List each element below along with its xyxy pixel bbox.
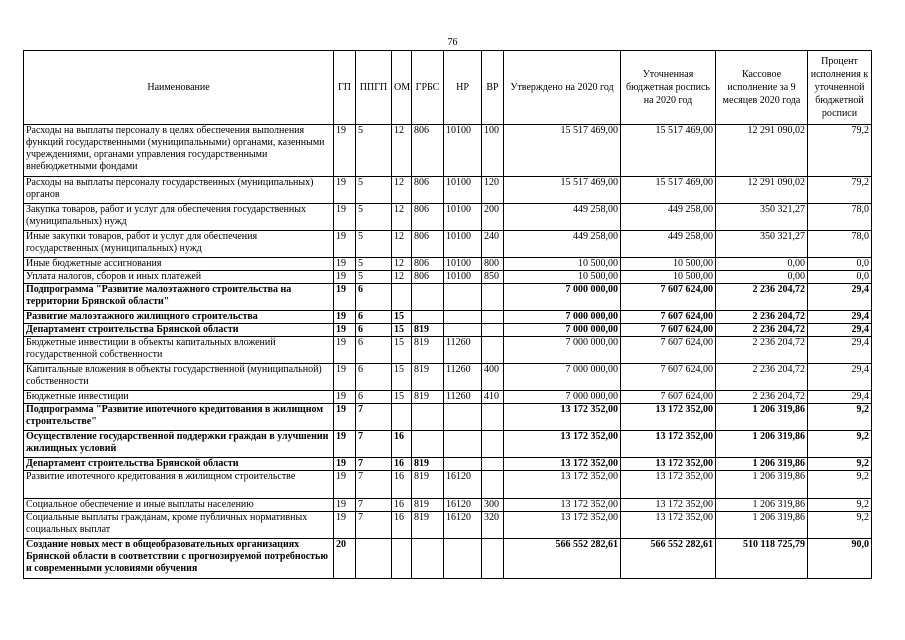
cell-grbs: 806 xyxy=(412,177,444,204)
table-row xyxy=(24,204,872,231)
cell-approved: 10 500,00 xyxy=(504,258,621,271)
cell-refined: 13 172 352,00 xyxy=(621,499,716,512)
cell-om: 15 xyxy=(392,391,412,404)
cell-cash: 2 236 204,72 xyxy=(716,311,808,324)
cell-vr xyxy=(482,404,504,431)
cell-cash: 2 236 204,72 xyxy=(716,337,808,364)
cell-vr: 320 xyxy=(482,512,504,539)
cell-refined: 13 172 352,00 xyxy=(621,404,716,431)
cell-nr: 10100 xyxy=(444,177,482,204)
cell-refined: 566 552 282,61 xyxy=(621,539,716,579)
cell-grbs xyxy=(412,311,444,324)
cell-nr: 16120 xyxy=(444,471,482,499)
cell-name: Развитие малоэтажного жилищного строительства xyxy=(24,311,334,324)
cell-name: Подпрограмма "Развитие малоэтажного строительства на территории Брянской области" xyxy=(24,284,334,311)
cell-om: 12 xyxy=(392,258,412,271)
cell-percent: 0,0 xyxy=(808,258,872,271)
cell-vr: 800 xyxy=(482,258,504,271)
cell-ppgp xyxy=(356,539,392,579)
cell-nr xyxy=(444,539,482,579)
cell-percent: 0,0 xyxy=(808,271,872,284)
table-row xyxy=(24,324,872,337)
table-row xyxy=(24,231,872,258)
cell-percent: 9,2 xyxy=(808,471,872,499)
cell-gp: 19 xyxy=(334,431,356,458)
cell-grbs xyxy=(412,431,444,458)
table-row xyxy=(24,177,872,204)
cell-name: Закупка товаров, работ и услуг для обеспечения государственных (муниципальных) нужд xyxy=(24,204,334,231)
cell-om: 12 xyxy=(392,271,412,284)
cell-ppgp: 7 xyxy=(356,471,392,499)
cell-name: Расходы на выплаты персоналу государственных (муниципальных) органов xyxy=(24,177,334,204)
cell-name: Социальное обеспечение и иные выплаты населению xyxy=(24,499,334,512)
cell-approved: 13 172 352,00 xyxy=(504,431,621,458)
header-om: ОМ xyxy=(392,51,412,125)
cell-cash: 2 236 204,72 xyxy=(716,284,808,311)
cell-approved: 449 258,00 xyxy=(504,231,621,258)
header-approved: Утверждено на 2020 год xyxy=(504,51,621,125)
cell-ppgp: 6 xyxy=(356,337,392,364)
cell-percent: 29,4 xyxy=(808,391,872,404)
cell-om: 16 xyxy=(392,458,412,471)
cell-om: 12 xyxy=(392,125,412,177)
cell-percent: 78,0 xyxy=(808,231,872,258)
cell-name: Департамент строительства Брянской области xyxy=(24,458,334,471)
cell-vr: 240 xyxy=(482,231,504,258)
cell-refined: 7 607 624,00 xyxy=(621,284,716,311)
cell-ppgp: 5 xyxy=(356,177,392,204)
cell-cash: 1 206 319,86 xyxy=(716,471,808,499)
cell-gp: 20 xyxy=(334,539,356,579)
cell-name: Расходы на выплаты персоналу в целях обеспечения выполнения функций государственными (муниципальными) органами, казенными учреждениями, органами управления государственными внебюджетными фондами xyxy=(24,125,334,177)
cell-cash: 350 321,27 xyxy=(716,231,808,258)
cell-percent: 79,2 xyxy=(808,125,872,177)
table-row xyxy=(24,125,872,177)
table-row xyxy=(24,364,872,391)
cell-om xyxy=(392,404,412,431)
budget-table xyxy=(23,50,872,579)
cell-percent: 9,2 xyxy=(808,404,872,431)
cell-percent: 9,2 xyxy=(808,499,872,512)
cell-gp: 19 xyxy=(334,204,356,231)
cell-ppgp: 5 xyxy=(356,125,392,177)
header-row xyxy=(24,51,872,125)
cell-vr xyxy=(482,337,504,364)
table-row xyxy=(24,499,872,512)
cell-approved: 449 258,00 xyxy=(504,204,621,231)
cell-grbs: 819 xyxy=(412,458,444,471)
cell-cash: 1 206 319,86 xyxy=(716,499,808,512)
cell-gp: 19 xyxy=(334,364,356,391)
table-row xyxy=(24,337,872,364)
header-grbs: ГРБС xyxy=(412,51,444,125)
cell-refined: 449 258,00 xyxy=(621,231,716,258)
cell-grbs: 819 xyxy=(412,471,444,499)
table-row xyxy=(24,431,872,458)
cell-om: 12 xyxy=(392,204,412,231)
cell-name: Осуществление государственной поддержки граждан в улучшении жилищных условий xyxy=(24,431,334,458)
table-row xyxy=(24,512,872,539)
cell-vr: 850 xyxy=(482,271,504,284)
cell-refined: 13 172 352,00 xyxy=(621,512,716,539)
cell-approved: 15 517 469,00 xyxy=(504,177,621,204)
cell-grbs: 819 xyxy=(412,364,444,391)
page-number: 76 xyxy=(447,37,458,48)
cell-grbs xyxy=(412,404,444,431)
cell-gp: 19 xyxy=(334,231,356,258)
cell-percent: 79,2 xyxy=(808,177,872,204)
cell-approved: 15 517 469,00 xyxy=(504,125,621,177)
cell-ppgp: 7 xyxy=(356,458,392,471)
cell-ppgp: 5 xyxy=(356,204,392,231)
cell-name: Бюджетные инвестиции xyxy=(24,391,334,404)
table-row xyxy=(24,539,872,579)
cell-gp: 19 xyxy=(334,125,356,177)
cell-percent: 9,2 xyxy=(808,431,872,458)
cell-percent: 29,4 xyxy=(808,364,872,391)
cell-nr xyxy=(444,284,482,311)
cell-gp: 19 xyxy=(334,391,356,404)
cell-percent: 9,2 xyxy=(808,458,872,471)
cell-name: Капитальные вложения в объекты государственной (муниципальной) собственности xyxy=(24,364,334,391)
cell-vr: 300 xyxy=(482,499,504,512)
table-row xyxy=(24,271,872,284)
cell-vr xyxy=(482,458,504,471)
cell-vr xyxy=(482,539,504,579)
cell-nr xyxy=(444,431,482,458)
cell-approved: 7 000 000,00 xyxy=(504,311,621,324)
cell-gp: 19 xyxy=(334,458,356,471)
header-gp: ГП xyxy=(334,51,356,125)
table-row xyxy=(24,258,872,271)
cell-percent: 29,4 xyxy=(808,284,872,311)
cell-name: Департамент строительства Брянской области xyxy=(24,324,334,337)
cell-grbs xyxy=(412,539,444,579)
cell-refined: 15 517 469,00 xyxy=(621,177,716,204)
cell-approved: 13 172 352,00 xyxy=(504,499,621,512)
cell-nr: 16120 xyxy=(444,512,482,539)
cell-name: Иные бюджетные ассигнования xyxy=(24,258,334,271)
table-row xyxy=(24,471,872,499)
cell-nr xyxy=(444,311,482,324)
cell-ppgp: 6 xyxy=(356,364,392,391)
cell-gp: 19 xyxy=(334,471,356,499)
cell-vr: 100 xyxy=(482,125,504,177)
cell-vr xyxy=(482,324,504,337)
cell-cash: 1 206 319,86 xyxy=(716,458,808,471)
cell-gp: 19 xyxy=(334,284,356,311)
cell-om: 12 xyxy=(392,231,412,258)
cell-ppgp: 6 xyxy=(356,284,392,311)
cell-cash: 12 291 090,02 xyxy=(716,125,808,177)
cell-refined: 7 607 624,00 xyxy=(621,311,716,324)
cell-refined: 7 607 624,00 xyxy=(621,337,716,364)
cell-vr: 410 xyxy=(482,391,504,404)
cell-vr: 400 xyxy=(482,364,504,391)
cell-ppgp: 7 xyxy=(356,499,392,512)
cell-nr xyxy=(444,458,482,471)
cell-approved: 13 172 352,00 xyxy=(504,404,621,431)
cell-om: 16 xyxy=(392,499,412,512)
cell-grbs: 819 xyxy=(412,391,444,404)
cell-nr: 11260 xyxy=(444,364,482,391)
cell-gp: 19 xyxy=(334,324,356,337)
header-vr: ВР xyxy=(482,51,504,125)
cell-refined: 449 258,00 xyxy=(621,204,716,231)
cell-gp: 19 xyxy=(334,271,356,284)
cell-refined: 10 500,00 xyxy=(621,258,716,271)
cell-nr xyxy=(444,404,482,431)
cell-cash: 2 236 204,72 xyxy=(716,391,808,404)
cell-om: 16 xyxy=(392,431,412,458)
cell-ppgp: 7 xyxy=(356,404,392,431)
cell-approved: 13 172 352,00 xyxy=(504,471,621,499)
cell-grbs: 806 xyxy=(412,258,444,271)
cell-om: 16 xyxy=(392,512,412,539)
cell-percent: 9,2 xyxy=(808,512,872,539)
cell-om: 15 xyxy=(392,337,412,364)
cell-nr: 10100 xyxy=(444,204,482,231)
cell-vr xyxy=(482,311,504,324)
table-row xyxy=(24,391,872,404)
cell-ppgp: 6 xyxy=(356,311,392,324)
cell-percent: 78,0 xyxy=(808,204,872,231)
cell-percent: 29,4 xyxy=(808,324,872,337)
cell-cash: 12 291 090,02 xyxy=(716,177,808,204)
cell-gp: 19 xyxy=(334,311,356,324)
table-row xyxy=(24,284,872,311)
cell-gp: 19 xyxy=(334,404,356,431)
cell-cash: 1 206 319,86 xyxy=(716,404,808,431)
cell-refined: 13 172 352,00 xyxy=(621,431,716,458)
cell-approved: 13 172 352,00 xyxy=(504,512,621,539)
cell-om: 15 xyxy=(392,364,412,391)
cell-cash: 350 321,27 xyxy=(716,204,808,231)
cell-nr: 10100 xyxy=(444,231,482,258)
cell-nr: 16120 xyxy=(444,499,482,512)
cell-cash: 2 236 204,72 xyxy=(716,364,808,391)
cell-vr: 200 xyxy=(482,204,504,231)
cell-name: Бюджетные инвестиции в объекты капитальных вложений государственной собственности xyxy=(24,337,334,364)
cell-gp: 19 xyxy=(334,512,356,539)
cell-grbs: 806 xyxy=(412,231,444,258)
cell-gp: 19 xyxy=(334,499,356,512)
cell-nr: 11260 xyxy=(444,337,482,364)
cell-refined: 10 500,00 xyxy=(621,271,716,284)
cell-ppgp: 5 xyxy=(356,258,392,271)
cell-om xyxy=(392,284,412,311)
cell-gp: 19 xyxy=(334,337,356,364)
header-ppgp: ППГП xyxy=(356,51,392,125)
cell-ppgp: 7 xyxy=(356,512,392,539)
cell-grbs: 806 xyxy=(412,271,444,284)
cell-om: 16 xyxy=(392,471,412,499)
cell-name: Социальные выплаты гражданам, кроме публичных нормативных социальных выплат xyxy=(24,512,334,539)
cell-name: Уплата налогов, сборов и иных платежей xyxy=(24,271,334,284)
header-name: Наименование xyxy=(24,51,334,125)
cell-refined: 7 607 624,00 xyxy=(621,324,716,337)
cell-ppgp: 5 xyxy=(356,271,392,284)
cell-gp: 19 xyxy=(334,258,356,271)
cell-refined: 13 172 352,00 xyxy=(621,458,716,471)
cell-om: 15 xyxy=(392,311,412,324)
cell-percent: 90,0 xyxy=(808,539,872,579)
cell-refined: 7 607 624,00 xyxy=(621,364,716,391)
header-percent: Процент исполнения к уточненной бюджетной росписи xyxy=(808,51,872,125)
cell-percent: 29,4 xyxy=(808,311,872,324)
cell-cash: 510 118 725,79 xyxy=(716,539,808,579)
cell-cash: 2 236 204,72 xyxy=(716,324,808,337)
cell-cash: 0,00 xyxy=(716,258,808,271)
cell-percent: 29,4 xyxy=(808,337,872,364)
cell-name: Иные закупки товаров, работ и услуг для обеспечения государственных (муниципальных) нужд xyxy=(24,231,334,258)
cell-gp: 19 xyxy=(334,177,356,204)
cell-grbs: 806 xyxy=(412,204,444,231)
cell-refined: 15 517 469,00 xyxy=(621,125,716,177)
cell-approved: 7 000 000,00 xyxy=(504,391,621,404)
cell-ppgp: 5 xyxy=(356,231,392,258)
cell-approved: 13 172 352,00 xyxy=(504,458,621,471)
cell-vr: 120 xyxy=(482,177,504,204)
table-body xyxy=(24,125,872,579)
header-cash: Кассовое исполнение за 9 месяцев 2020 года xyxy=(716,51,808,125)
cell-ppgp: 7 xyxy=(356,431,392,458)
cell-om: 15 xyxy=(392,324,412,337)
cell-om xyxy=(392,539,412,579)
cell-approved: 10 500,00 xyxy=(504,271,621,284)
cell-grbs xyxy=(412,284,444,311)
cell-approved: 7 000 000,00 xyxy=(504,337,621,364)
cell-nr: 10100 xyxy=(444,271,482,284)
cell-nr xyxy=(444,324,482,337)
cell-grbs: 806 xyxy=(412,125,444,177)
cell-grbs: 819 xyxy=(412,512,444,539)
cell-name: Подпрограмма "Развитие ипотечного кредитования в жилищном строительстве" xyxy=(24,404,334,431)
table-row xyxy=(24,404,872,431)
header-nr: НР xyxy=(444,51,482,125)
cell-approved: 7 000 000,00 xyxy=(504,284,621,311)
cell-refined: 7 607 624,00 xyxy=(621,391,716,404)
header-refined: Уточненная бюджетная роспись на 2020 год xyxy=(621,51,716,125)
cell-approved: 566 552 282,61 xyxy=(504,539,621,579)
table-row xyxy=(24,311,872,324)
cell-ppgp: 6 xyxy=(356,391,392,404)
cell-ppgp: 6 xyxy=(356,324,392,337)
cell-cash: 1 206 319,86 xyxy=(716,431,808,458)
cell-vr xyxy=(482,471,504,499)
cell-vr xyxy=(482,431,504,458)
cell-approved: 7 000 000,00 xyxy=(504,324,621,337)
cell-nr: 10100 xyxy=(444,125,482,177)
cell-cash: 1 206 319,86 xyxy=(716,512,808,539)
cell-approved: 7 000 000,00 xyxy=(504,364,621,391)
cell-cash: 0,00 xyxy=(716,271,808,284)
cell-refined: 13 172 352,00 xyxy=(621,471,716,499)
table-row xyxy=(24,458,872,471)
cell-grbs: 819 xyxy=(412,499,444,512)
cell-vr xyxy=(482,284,504,311)
cell-nr: 11260 xyxy=(444,391,482,404)
cell-nr: 10100 xyxy=(444,258,482,271)
cell-name: Создание новых мест в общеобразовательных организациях Брянской области в соответствии с прогнозируемой потребностью и современными условиями обучения xyxy=(24,539,334,579)
cell-grbs: 819 xyxy=(412,324,444,337)
cell-om: 12 xyxy=(392,177,412,204)
cell-grbs: 819 xyxy=(412,337,444,364)
cell-name: Развитие ипотечного кредитования в жилищном строительстве xyxy=(24,471,334,499)
